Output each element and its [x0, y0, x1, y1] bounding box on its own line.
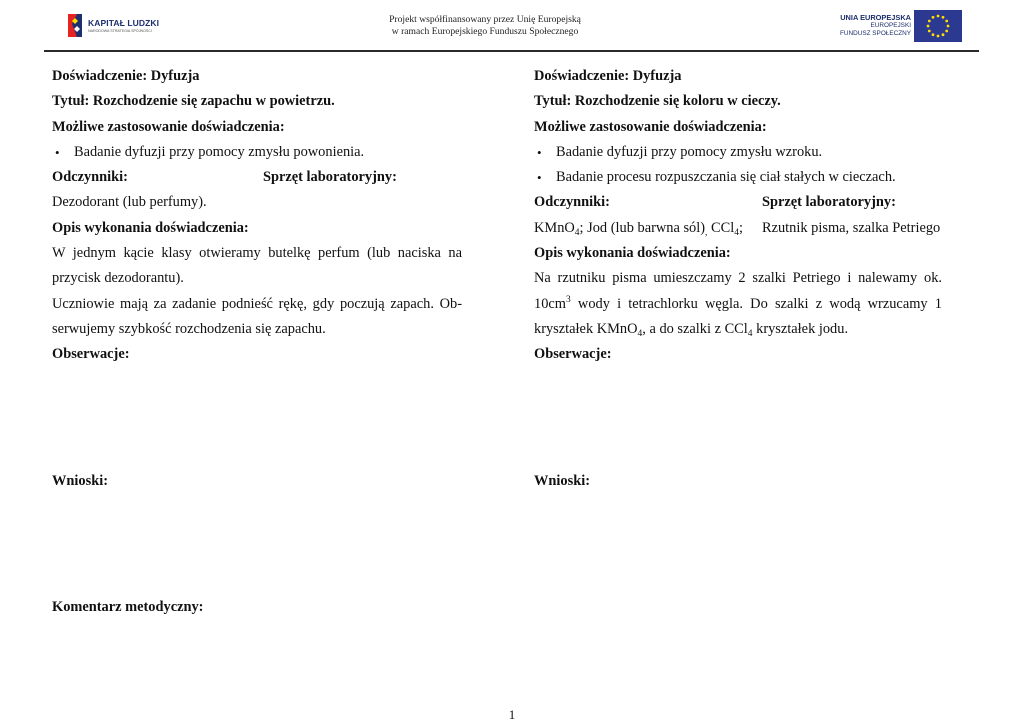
right-experiment-heading: Doświadczenie: Dyfuzja: [534, 68, 682, 84]
left-reagents-value: Dezodorant (lub perfumy).: [52, 194, 207, 211]
right-reagents-label: Odczynniki:: [534, 194, 610, 211]
left-procedure-line: W jednym kącie klasy otwieramy butelkę perfum (lub naciska na: [52, 245, 462, 262]
right-equipment-value: Rzutnik pisma, szalka Petriego: [762, 219, 941, 236]
left-applications-label: Możliwe zastosowanie doświadczenia:: [52, 118, 285, 135]
left-application-item: • Badanie dyfuzji przy pomocy zmysłu powonienia.: [52, 140, 462, 165]
left-observations-space: [52, 368, 462, 469]
eu-logo-line-1: UNIA EUROPEJSKA: [840, 13, 911, 22]
right-reagents-row-values: [534, 216, 942, 241]
right-experiment-sheet: [534, 64, 942, 494]
right-application-item: • Badanie procesu rozpuszczania się ciał stałych w cieczach.: [534, 165, 942, 190]
procedure-subscript: 4: [747, 328, 753, 339]
eu-logo-line-3: FUNDUSZ SPOŁECZNY: [839, 30, 911, 37]
kapital-ludzki-title: KAPITAŁ LUDZKI: [88, 18, 160, 28]
left-experiment-sheet: [52, 64, 462, 620]
right-equipment-label: Sprzęt laboratoryjny:: [762, 194, 896, 211]
left-procedure-line: serwujemy szybkość rozchodzenia się zapachu.: [52, 320, 326, 337]
eu-logo-text: [840, 14, 911, 38]
reagent-text: ; Jod (lub barwna sól): [579, 219, 706, 236]
left-equipment-label: Sprzęt laboratoryjny:: [263, 169, 397, 186]
left-procedure-line: Uczniowie mają za zadanie podnieść rękę, gdy poczują zapach. Ob-: [52, 295, 462, 312]
page-number: 1: [508, 707, 516, 722]
left-reagents-label: Odczynniki:: [52, 169, 128, 186]
kapital-ludzki-mark-icon: [66, 12, 84, 39]
left-procedure-line: przycisk dezodorantu).: [52, 270, 184, 287]
procedure-text: kryształek jodu.: [752, 320, 849, 337]
kapital-ludzki-subtitle: NARODOWA STRATEGIA SPÓJNOŚCI: [88, 29, 152, 33]
right-procedure-line: [534, 292, 942, 317]
eu-logo-line-2: EUROPEJSKI: [870, 22, 911, 29]
left-title: Tytuł: Rozchodzenie się zapachu w powietrzu.: [52, 93, 335, 110]
reagent-text: ;: [738, 219, 743, 236]
right-procedure-line: Na rzutniku pisma umieszczamy 2 szalki Petriego i nalewamy ok.: [534, 270, 942, 287]
left-reagents-row: [52, 165, 462, 190]
procedure-subscript: 4: [637, 328, 643, 339]
right-procedure-label: Opis wykonania doświadczenia:: [534, 245, 731, 262]
right-conclusions-label: Wnioski:: [534, 472, 590, 489]
procedure-text: kryształek KMnO: [534, 320, 638, 337]
left-observations-label: Obserwacje:: [52, 346, 130, 363]
reagent-subscript: ,: [705, 227, 708, 238]
procedure-superscript: 3: [565, 294, 571, 305]
right-reagents-row: [534, 190, 942, 215]
left-conclusions-space: [52, 494, 462, 595]
right-procedure-line: [534, 317, 942, 342]
left-procedure-label: Opis wykonania doświadczenia:: [52, 219, 249, 236]
header-project-note: [330, 14, 640, 38]
right-applications-label: Możliwe zastosowanie doświadczenia:: [534, 118, 767, 135]
header-divider: [44, 50, 979, 52]
reagent-subscript: 4: [734, 227, 739, 238]
left-comment-label: Komentarz metodyczny:: [52, 598, 204, 615]
header-line-1: Projekt współfinansowany przez Unię Europejską: [389, 14, 581, 25]
right-application-item: • Badanie dyfuzji przy pomocy zmysłu wzroku.: [534, 140, 942, 165]
right-reagents-value: [534, 220, 743, 236]
header-line-2: w ramach Europejskiego Funduszu Społecznego: [391, 26, 579, 37]
right-title: Tytuł: Rozchodzenie się koloru w cieczy.: [534, 93, 781, 110]
right-observations-label: Obserwacje:: [534, 346, 612, 363]
procedure-text: 10cm: [534, 295, 566, 312]
reagent-text: CCl: [707, 219, 735, 236]
reagent-text: KMnO: [534, 219, 575, 236]
eu-flag-icon: [914, 10, 962, 42]
eu-logo: [838, 9, 964, 43]
procedure-text: wody i tetrachlorku węgla. Do szalki z wodą wrzucamy 1: [570, 295, 942, 312]
kapital-ludzki-logo: [66, 12, 160, 40]
procedure-text: , a do szalki z CCl: [642, 320, 748, 337]
left-conclusions-label: Wnioski:: [52, 472, 108, 489]
reagent-subscript: 4: [574, 227, 580, 238]
right-observations-space: [534, 368, 942, 469]
left-experiment-heading: Doświadczenie: Dyfuzja: [52, 68, 200, 84]
